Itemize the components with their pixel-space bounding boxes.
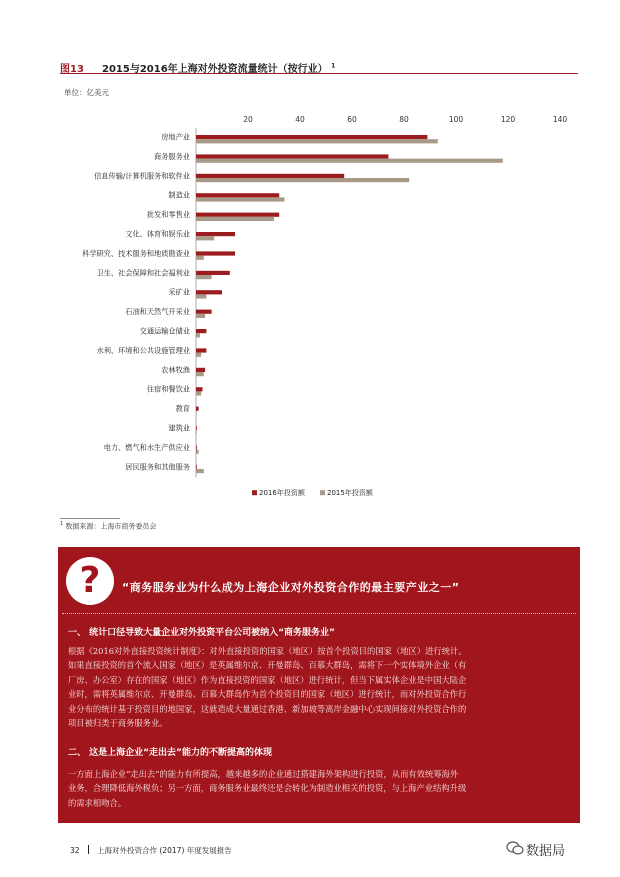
faq-divider (62, 613, 576, 614)
category-label: 信息传输/计算机服务和软件业 (94, 171, 190, 181)
bar-2015 (196, 353, 201, 357)
bar-2016 (196, 407, 199, 411)
bar-2016 (196, 310, 212, 314)
data-source: $^1$ 数据来源：上海市商务委员会 (60, 521, 157, 531)
body-line: 业分布的统计基于投资目的地国家，这就造成大量通过香港、新加坡等离岸金融中心实现间接对外投资合作的 (68, 703, 467, 714)
section-heading-2: 二、 这是上海企业“走出去”能力的不断提高的体现 (68, 748, 272, 758)
category-label: 商务服务业 (154, 151, 190, 161)
bar-2015 (196, 430, 197, 434)
bar-2016 (196, 135, 427, 139)
body-line: 的需求相吻合。 (68, 797, 127, 808)
bar-2015 (196, 450, 199, 454)
bar-2015 (196, 391, 201, 395)
x-tick-label: 80 (399, 115, 409, 124)
bar-2016 (196, 271, 230, 275)
bar-2015 (196, 372, 204, 376)
bar-2016 (196, 174, 344, 178)
bar-2016 (196, 445, 197, 449)
category-label: 科学研究、技术服务和地质勘查业 (82, 248, 190, 258)
bar-2015 (196, 236, 214, 240)
x-tick-label: 120 (500, 115, 516, 124)
body-line: 如果直接投资的首个流入国家（地区）是英属维尔京、开曼群岛、百慕大群岛，需将下一个实体境外企业（有 (68, 660, 467, 671)
footnote-rule (60, 518, 120, 519)
bar-2016 (196, 426, 197, 430)
section-heading-1: 一、 统计口径导致大量企业对外投资平台公司被纳入“商务服务业” (68, 628, 335, 638)
bar-2016 (196, 465, 197, 469)
figure-title: 2015与2016年上海对外投资流量统计（按行业） $^1$ (102, 62, 336, 75)
x-tick-label: 60 (347, 115, 357, 124)
category-label: 农林牧渔 (161, 365, 190, 375)
section-body-1 (68, 644, 574, 730)
category-label: 教育 (175, 404, 190, 414)
bar-2016 (196, 154, 388, 158)
wechat-icon (506, 840, 524, 856)
x-tick-label: 20 (243, 115, 253, 124)
bar-2015 (196, 256, 204, 260)
bar-2016 (196, 387, 203, 391)
category-label: 文化、体育和娱乐业 (125, 229, 190, 239)
category-label: 居民服务和其他服务 (125, 462, 190, 472)
faq-title: “商务服务业为什么成为上海企业对外投资合作的最主要产业之一” (122, 581, 460, 594)
body-line: 业时，需将英属维尔京、开曼群岛、百慕大群岛作为首个投资目的国家（地区）进行统计，而对外投资合作行 (68, 689, 467, 700)
brand-watermark: 数据局 (526, 844, 566, 859)
faq-box (58, 547, 580, 823)
question-mark-icon: ? (66, 557, 114, 605)
category-label: 石油和天然气开采业 (125, 307, 190, 317)
legend-swatch (320, 490, 325, 495)
bar-2016 (196, 251, 235, 255)
category-label: 采矿业 (168, 287, 190, 297)
report-title: 上海对外投资合作 (2017) 年度发展报告 (97, 846, 232, 855)
bar-2015 (196, 411, 197, 415)
category-label: 卫生、社会保障和社会福利业 (96, 268, 190, 278)
bar-chart (0, 108, 620, 513)
bar-2016 (196, 193, 279, 197)
x-tick-label: 40 (295, 115, 305, 124)
x-tick-label: 100 (448, 115, 464, 124)
category-label: 批发和零售业 (146, 210, 190, 220)
bar-2016 (196, 348, 206, 352)
body-line: 一方面上海企业“走出去”的能力有所提高，越来越多的企业通过搭建海外架构进行投资，从而有效统筹海外 (68, 769, 459, 779)
x-tick-label: 140 (552, 115, 568, 124)
legend-label: 2015年投资额 (327, 489, 373, 498)
figure-number: 图13 (60, 64, 84, 75)
unit-label: 单位：亿美元 (64, 88, 109, 97)
bar-2015 (196, 159, 503, 163)
category-label: 建筑业 (168, 423, 190, 433)
bar-2015 (196, 139, 438, 143)
legend-label: 2016年投资额 (259, 489, 305, 498)
bar-2015 (196, 178, 409, 182)
legend-swatch (252, 490, 257, 495)
body-line: 厂房、办公室）存在的国家（地区）作为直接投资的国家（地区）进行统计，但当下属实体企业是中国大陆企 (68, 674, 467, 685)
bar-2015 (196, 197, 284, 201)
category-label: 住宿和餐饮业 (146, 384, 190, 394)
page-footer (70, 845, 232, 856)
bar-2016 (196, 329, 206, 333)
category-label: 房地产业 (161, 132, 190, 142)
category-label: 交通运输仓储业 (139, 326, 190, 336)
bar-2015 (196, 333, 200, 337)
section-body-2 (68, 767, 574, 810)
bar-2016 (196, 232, 235, 236)
body-line: 项目被归类于商务服务业。 (68, 718, 168, 729)
category-label: 电力、燃气和水生产供应业 (103, 442, 190, 452)
bar-2015 (196, 275, 212, 279)
bar-2015 (196, 294, 206, 298)
bar-2016 (196, 213, 279, 217)
bar-2015 (196, 314, 205, 318)
body-line: 业务，合理降低海外税负；另一方面，商务服务业最终还是会转化为制造业相关的投资，与上海产业结构升级 (68, 783, 467, 794)
bar-2016 (196, 368, 205, 372)
bar-2016 (196, 290, 222, 294)
category-label: 制造业 (168, 190, 190, 200)
bar-2015 (196, 217, 274, 221)
bar-2015 (196, 469, 204, 473)
page-number: 32 (70, 846, 80, 855)
category-label: 水利、环境和公共设施管理业 (96, 345, 190, 355)
body-line: 根据《2016对外直接投资统计制度》：对外直接投资的国家（地区）按首个投资目的国家（地区）进行统计。 (68, 646, 467, 656)
footer-separator (88, 845, 90, 854)
figure-header (60, 58, 578, 74)
